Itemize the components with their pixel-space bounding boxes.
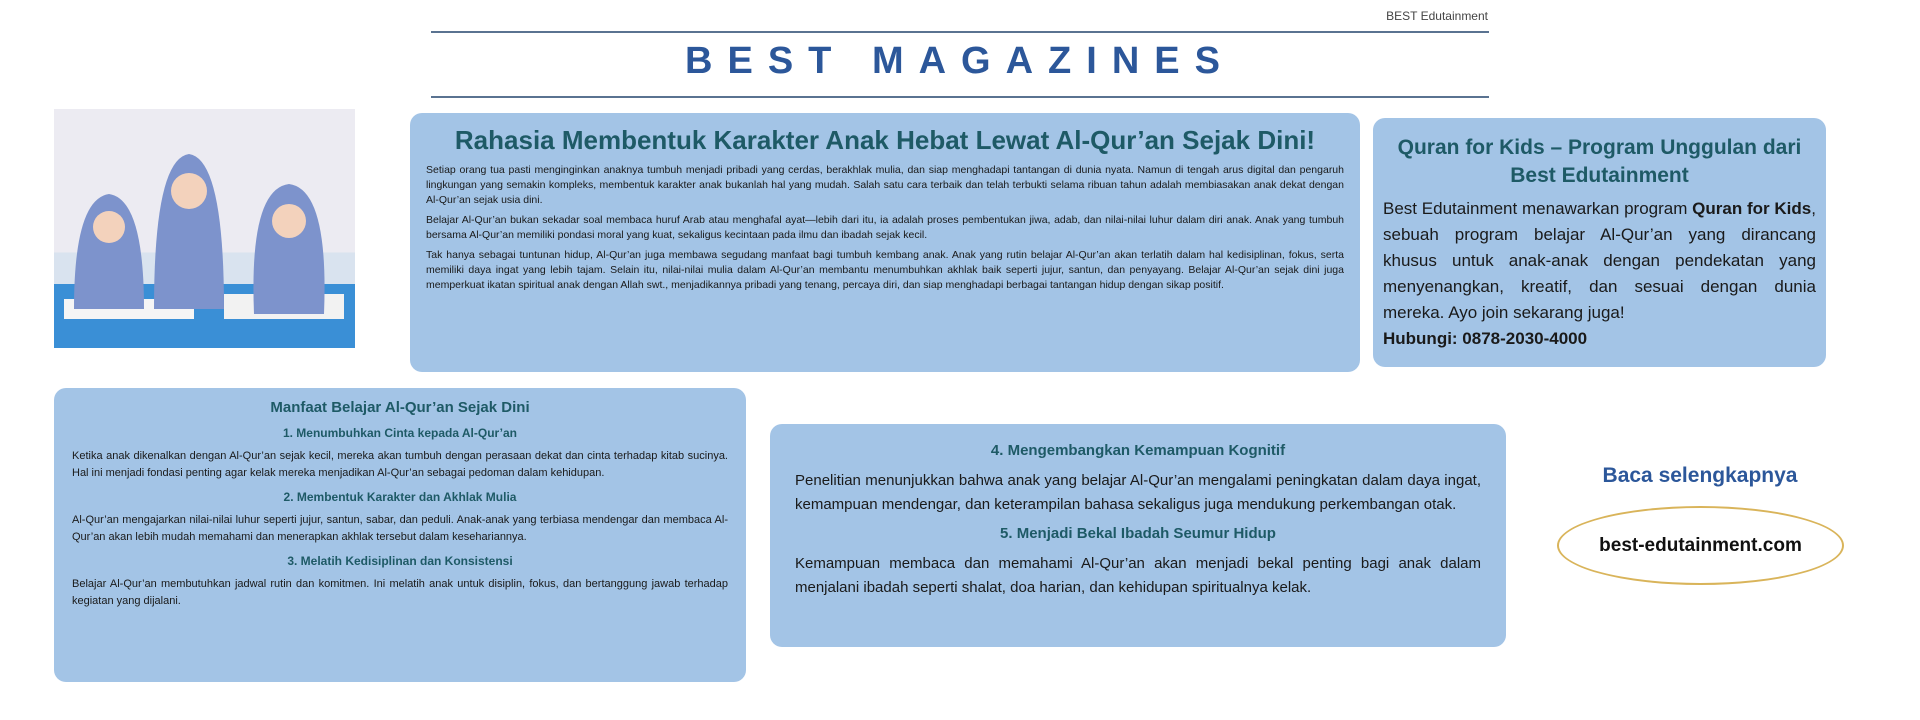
- top-divider: [431, 31, 1489, 33]
- benefit-text: Penelitian menunjukkan bahwa anak yang belajar Al-Qur’an mengalami peningkatan dalam daya ingat, kemampuan mendengar, dan keterampilan bahasa sekaligus juga mendukung perkembangan otak.: [795, 472, 1481, 513]
- benefit-heading: 3. Melatih Kedisiplinan dan Konsistensi: [287, 554, 513, 568]
- benefit-heading: 2. Membentuk Karakter dan Akhlak Mulia: [283, 490, 517, 504]
- promo-text: [1383, 196, 1816, 352]
- article-paragraph: Tak hanya sebagai tuntunan hidup, Al-Qur’an juga membawa segudang manfaat bagi tumbuh kembang anak. Anak yang rutin belajar Al-Qur’an akan terlatih dalam hal kedisiplinan, fokus, serta memiliki daya ingat yang lebih tajam. Selain itu, nilai-nilai mulia dalam Al-Qur’an membantu menumbuhkan akhlak baik seperti jujur, santun, dan penyayang. Belajar Al-Qur’an sejak dini juga memperkuat ikatan spiritual anak dengan Allah swt., menjadikannya pribadi yang tenang, percaya diri, dan siap menghadapi berbagai tantangan hidup dengan sikap positif.: [426, 249, 1344, 291]
- benefit-heading: 1. Menumbuhkan Cinta kepada Al-Qur’an: [282, 426, 518, 440]
- benefits-card: [54, 388, 746, 682]
- promo-program: Quran for Kids: [1692, 199, 1812, 218]
- brand-label: BEST Edutainment: [1386, 9, 1488, 23]
- benefits-card-continued: [770, 424, 1506, 647]
- benefit-text: Kemampuan membaca dan memahami Al-Qur’an akan menjadi bekal penting bagi anak dalam menjalani ibadah seperti shalat, doa harian, dan kehidupan spiritualnya kelak.: [795, 555, 1481, 596]
- benefits-title: Manfaat Belajar Al-Qur’an Sejak Dini: [270, 399, 530, 416]
- promo-contact: Hubungi: 0878-2030-4000: [1383, 329, 1588, 348]
- benefit-text: Ketika anak dikenalkan dengan Al-Qur’an sejak kecil, mereka akan tumbuh dengan perasaan dekat dan cinta terhadap kitab sucinya. Hal ini menjadi fondasi penting agar kelak mereka menjadikan Al-Qur’an sebagai pedoman dalam kehidupan.: [72, 450, 728, 479]
- bottom-divider: [431, 96, 1489, 98]
- kids-photo: [54, 109, 355, 348]
- benefit-heading: 4. Mengembangkan Kemampuan Kognitif: [990, 442, 1286, 459]
- benefit-heading: 5. Menjadi Bekal Ibadah Seumur Hidup: [1000, 525, 1276, 542]
- article-paragraph: Belajar Al-Qur’an bukan sekadar soal membaca huruf Arab atau menghafal ayat—lebih dari itu, ia adalah proses pembentukan jiwa, adab, dan nilai-nilai luhur dalam diri anak. Anak yang tumbuh bersama Al-Qur’an memiliki pondasi moral yang kuat, sekaligus kecintaan pada ilmu dan ibadah sejak kecil.: [426, 214, 1344, 241]
- promo-card: [1373, 118, 1826, 367]
- benefit-text: Al-Qur’an mengajarkan nilai-nilai luhur seperti jujur, santun, sabar, dan peduli. Anak-anak yang terbiasa mendengar dan membaca Al-Qur’an akan lebih mudah memahami dan menerapkan akhlak tersebut dalam kesehariannya.: [72, 514, 728, 543]
- magazine-title: BEST MAGAZINES: [685, 40, 1235, 82]
- benefit-text: Belajar Al-Qur’an membutuhkan jadwal rutin dan komitmen. Ini melatih anak untuk disiplin, fokus, dan bertanggung jawab terhadap kegiatan yang dijalani.: [72, 578, 728, 607]
- article-paragraph: Setiap orang tua pasti menginginkan anaknya tumbuh menjadi pribadi yang cerdas, berakhlak mulia, dan siap menghadapi tantangan di dunia nyata. Namun di tengah arus digital dan pengaruh lingkungan yang semakin kompleks, membentuk karakter anak bukanlah hal yang mudah. Salah satu cara terbaik dan telah terbukti selama ribuan tahun adalah membiasakan anak dekat dengan Al-Qur’an sejak usia dini.: [426, 164, 1344, 206]
- promo-text-1: Best Edutainment menawarkan program: [1383, 199, 1693, 218]
- promo-text-2: , sebuah program belajar Al-Qur’an yang dirancang khusus untuk anak-anak dengan pendekatan yang menyenangkan, kreatif, dan sesuai dengan dunia mereka. Ayo join sekarang juga!: [1383, 199, 1816, 322]
- article-title: Rahasia Membentuk Karakter Anak Hebat Lewat Al-Qur’an Sejak Dini!: [454, 125, 1316, 155]
- website-link[interactable]: best-edutainment.com: [1557, 506, 1844, 585]
- read-more-label: Baca selengkapnya: [1602, 464, 1798, 487]
- promo-title: Quran for Kids – Program Unggulan dari Best Edutainment: [1397, 136, 1802, 187]
- main-article-card: [410, 113, 1360, 372]
